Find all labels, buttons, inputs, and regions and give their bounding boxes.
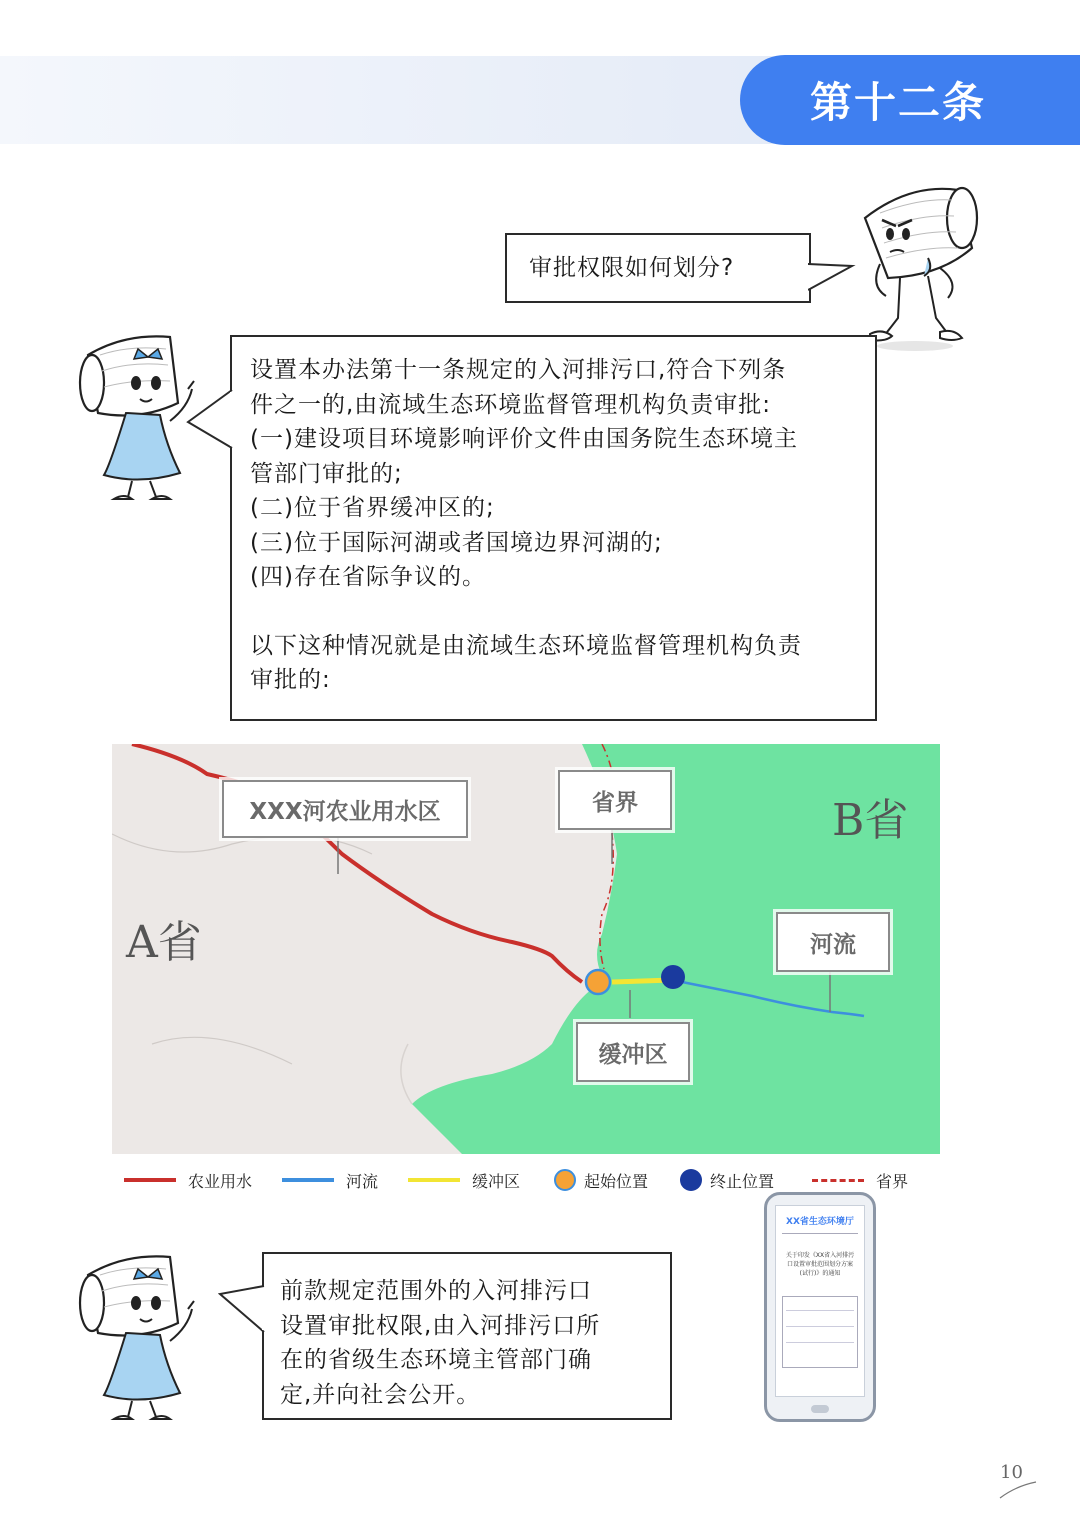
start-position-marker (586, 970, 610, 994)
phone-notice-line: (试行)》的通知 (799, 1270, 841, 1277)
question-bubble (505, 233, 811, 303)
answer-line: (一)建设项目环境影响评价文件由国务院生态环境主 (250, 426, 798, 452)
legend-swatch (554, 1169, 576, 1191)
page-number-flourish (996, 1480, 1040, 1502)
end-position-marker (661, 965, 685, 989)
province-map (112, 744, 940, 1154)
legend-swatch (124, 1178, 176, 1182)
legend-label: 缓冲区 (472, 1171, 521, 1191)
agri-zone-label: XXX河农业用水区 (222, 780, 468, 838)
final-line: 定,并向社会公开。 (280, 1381, 481, 1408)
pipe-character-questioning (840, 168, 990, 353)
legend-label: 农业用水 (188, 1171, 253, 1191)
phone-notice-line: 关于印发《XX省入河排污 (785, 1252, 855, 1259)
phone-header: XX省生态环境厅 (786, 1217, 854, 1227)
legend-item (124, 1164, 252, 1196)
province-a-label: A省 (126, 917, 202, 968)
province-border-label: 省界 (558, 770, 672, 830)
final-line: 在的省级生态环境主管部门确 (280, 1347, 592, 1373)
page-number: 10 (1000, 1462, 1023, 1483)
final-line: 设置审批权限,由入河排污口所 (280, 1312, 601, 1339)
river-label: 河流 (776, 912, 890, 972)
legend-swatch (408, 1178, 460, 1182)
final-line: 前款规定范围外的入河排污口 (280, 1278, 592, 1304)
article-title-tab: 第十二条 (740, 55, 1080, 145)
answer-bubble (230, 335, 877, 721)
question-text: 审批权限如何划分? (529, 254, 735, 281)
answer-line: (二)位于省界缓冲区的; (250, 495, 495, 521)
answer-line: 管部门审批的; (250, 460, 403, 487)
legend-label: 省界 (876, 1171, 909, 1191)
answer-bubble-tail (186, 388, 234, 452)
final-bubble-tail (218, 1284, 266, 1336)
province-b-label: B省 (832, 795, 909, 846)
legend-swatch (282, 1178, 334, 1182)
answer-line: (三)位于国际河湖或者国境边界河湖的; (250, 529, 663, 556)
question-bubble-tail (808, 260, 856, 296)
phone-illustration (764, 1192, 876, 1422)
pipe-character-explaining (70, 1245, 210, 1425)
legend-label: 起始位置 (584, 1171, 649, 1191)
answer-line: 设置本办法第十一条规定的入河排污口,符合下列条 (250, 357, 787, 383)
legend-item (554, 1164, 648, 1196)
buffer-zone-label: 缓冲区 (576, 1022, 690, 1082)
legend-swatch (680, 1169, 702, 1191)
final-bubble (262, 1252, 672, 1420)
legend-item (680, 1164, 774, 1196)
legend-item (282, 1164, 378, 1196)
legend-label: 终止位置 (710, 1171, 775, 1191)
legend-label: 河流 (346, 1171, 379, 1191)
legend-item (408, 1164, 520, 1196)
answer-line: (四)存在省际争议的。 (250, 564, 486, 590)
answer-line: 以下这种情况就是由流域生态环境监督管理机构负责 (250, 632, 802, 659)
answer-line: 件之一的,由流域生态环境监督管理机构负责审批: (250, 391, 772, 418)
phone-notice-line: 口设置审批范围划分方案 (786, 1261, 853, 1268)
legend-swatch (812, 1179, 864, 1182)
answer-line: 审批的: (250, 667, 331, 693)
